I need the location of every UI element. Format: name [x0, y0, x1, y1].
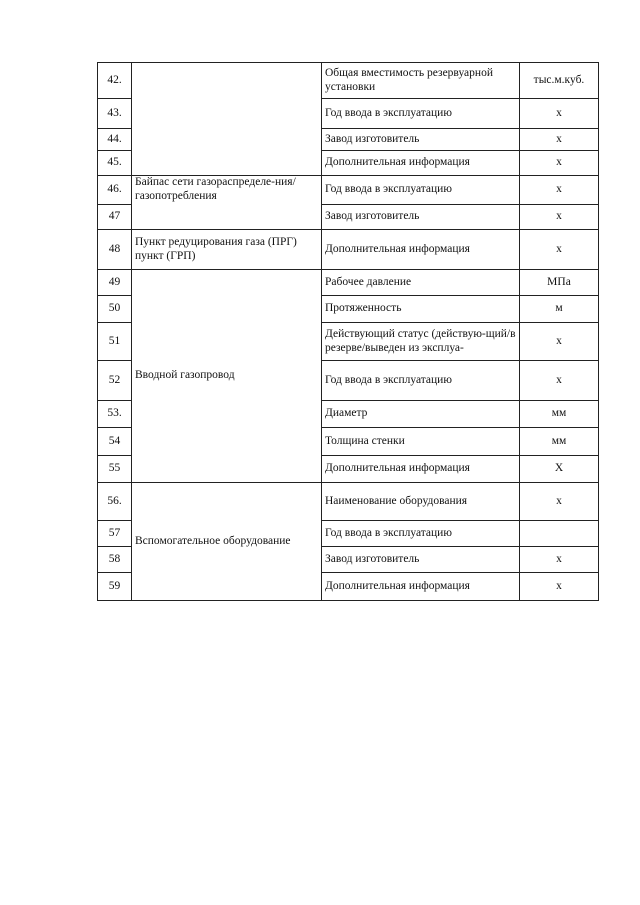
table-row — [98, 270, 599, 296]
parameter-name: Дополнительная информация — [322, 573, 520, 601]
group-bypass: Байпас сети газораспределе-ния/газопотребления — [132, 176, 322, 230]
parameter-name: Завод изготовитель — [322, 129, 520, 151]
parameter-name: Завод изготовитель — [322, 205, 520, 230]
equipment-parameters-table — [97, 62, 599, 601]
row-number: 54 — [98, 428, 132, 456]
unit-cell: мм — [520, 428, 599, 456]
unit-cell: м — [520, 296, 599, 323]
row-number: 43. — [98, 99, 132, 129]
row-number: 58 — [98, 547, 132, 573]
parameter-name: Наименование оборудования — [322, 483, 520, 521]
row-number: 52 — [98, 361, 132, 401]
unit-cell: х — [520, 205, 599, 230]
parameter-name: Дополнительная информация — [322, 230, 520, 270]
row-number: 48 — [98, 230, 132, 270]
unit-cell: х — [520, 573, 599, 601]
table-row — [98, 230, 599, 270]
row-number: 55 — [98, 456, 132, 483]
unit-cell: х — [520, 483, 599, 521]
unit-cell: мм — [520, 401, 599, 428]
row-number: 46. — [98, 176, 132, 205]
table-row — [98, 176, 599, 205]
parameter-name: Протяженность — [322, 296, 520, 323]
parameter-name: Год ввода в эксплуатацию — [322, 361, 520, 401]
row-number: 51 — [98, 323, 132, 361]
parameter-name: Дополнительная информация — [322, 456, 520, 483]
parameter-name: Рабочее давление — [322, 270, 520, 296]
group-prg: Пункт редуцирования газа (ПРГ) пункт (ГРП) — [132, 230, 322, 270]
unit-cell: х — [520, 323, 599, 361]
unit-cell: х — [520, 547, 599, 573]
row-number: 50 — [98, 296, 132, 323]
parameter-name: Год ввода в эксплуатацию — [322, 99, 520, 129]
row-number: 47 — [98, 205, 132, 230]
row-number: 42. — [98, 63, 132, 99]
row-number: 57 — [98, 521, 132, 547]
row-number: 56. — [98, 483, 132, 521]
group-aux-equipment: Вспомогательное оборудование — [132, 483, 322, 601]
parameter-name: Год ввода в эксплуатацию — [322, 521, 520, 547]
row-number: 59 — [98, 573, 132, 601]
row-number: 45. — [98, 151, 132, 176]
unit-cell: Х — [520, 456, 599, 483]
unit-cell: х — [520, 230, 599, 270]
parameter-name: Дополнительная информация — [322, 151, 520, 176]
unit-cell: х — [520, 361, 599, 401]
parameter-name: Диаметр — [322, 401, 520, 428]
parameter-name: Толщина стенки — [322, 428, 520, 456]
parameter-name: Год ввода в эксплуатацию — [322, 176, 520, 205]
row-number: 49 — [98, 270, 132, 296]
unit-cell: х — [520, 99, 599, 129]
table-row — [98, 483, 599, 521]
unit-cell: х — [520, 176, 599, 205]
unit-cell: х — [520, 151, 599, 176]
parameter-name: Общая вместимость резервуарной установки — [322, 63, 520, 99]
parameter-name: Действующий статус (действую-щий/в резерве/выведен из эксплуа- — [322, 323, 520, 361]
unit-cell — [520, 521, 599, 547]
row-number: 44. — [98, 129, 132, 151]
table-row — [98, 63, 599, 99]
unit-cell: тыс.м.куб. — [520, 63, 599, 99]
group-cell-empty — [132, 63, 322, 176]
unit-cell: х — [520, 129, 599, 151]
parameter-name: Завод изготовитель — [322, 547, 520, 573]
group-input-pipeline: Вводной газопровод — [132, 270, 322, 483]
row-number: 53. — [98, 401, 132, 428]
unit-cell: МПа — [520, 270, 599, 296]
